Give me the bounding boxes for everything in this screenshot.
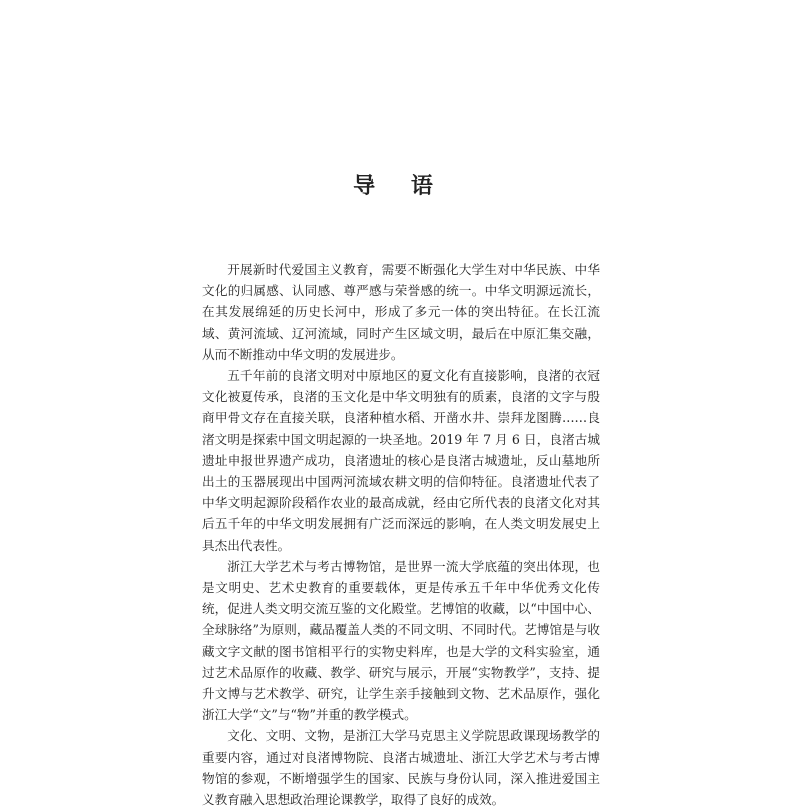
- body-text: [202, 259, 600, 810]
- paragraph-4: 文化、文明、文物，是浙江大学马克思主义学院思政课现场教学的重要内容，通过对良渚博物院、良渚古城遗址、浙江大学艺术与考古博物馆的参观，不断增强学生的国家、民族与身份认同，深入推进爱国主义教育融入思想政治理论课教学，取得了良好的成效。: [202, 728, 600, 808]
- paragraph-3: 浙江大学艺术与考古博物馆，是世界一流大学底蕴的突出体现，也是文明史、艺术史教育的重要载体，更是传承五千年中华优秀文化传统，促进人类文明交流互鉴的文化殿堂。艺博馆的收藏，以“中国中心、全球脉络”为原则，藏品覆盖人类的不同文明、不同时代。艺博馆是与收藏文字文献的图书馆相平行的实物史料库，也是大学的文科实验室，通过艺术品原作的收藏、教学、研究与展示，开展“实物教学”，支持、提升文博与艺术教学、研究，让学生亲手接触到文物、艺术品原作，强化浙江大学“文”与“物”并重的教学模式。: [202, 558, 600, 723]
- paragraph-1: 开展新时代爱国主义教育，需要不断强化大学生对中华民族、中华文化的归属感、认同感、尊严感与荣誉感的统一。中华文明源远流长，在其发展绵延的历史长河中，形成了多元一体的突出特征。在长江流域、黄河流域、辽河流域，同时产生区域文明，最后在中原汇集交融，从而不断推动中华文明的发展进步。: [202, 262, 600, 362]
- paragraph-2: 五千年前的良渚文明对中原地区的夏文化有直接影响，良渚的衣冠文化被夏传承，良渚的玉文化是中华文明独有的质素，良渚的文字与殷商甲骨文存在直接关联，良渚种植水稻、开凿水井、崇拜龙图腾……良渚文明是探索中国文明起源的一块圣地。2019 年 7 月 6 日，良渚古城遗址申报世界遗产成功，良渚遗址的核心是良渚古城遗址，反山墓地所出土的玉器展现出中国两河流域农耕文明的信仰特征。良渚遗址代表了中华文明起源阶段稻作农业的最高成就，经由它所代表的良渚文化对其后五千年的中华文明发展拥有广泛而深远的影响，在人类文明发展史上具杰出代表性。: [202, 368, 600, 553]
- page-title: 导 语: [353, 173, 447, 199]
